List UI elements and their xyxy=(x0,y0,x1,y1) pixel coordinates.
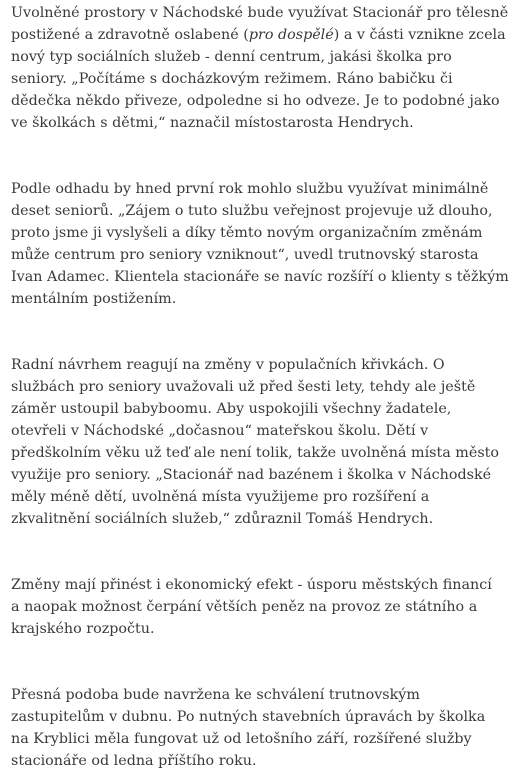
p4-line-2: a naopak možnost čerpání větších peněz na provoz ze státního a xyxy=(11,599,478,615)
p1-line-3: nový typ sociálních služeb - denní centrum, jakási školka pro xyxy=(11,49,452,65)
p2-line-6: mentálním postižením. xyxy=(11,291,177,307)
p5-line-3: na Kryblici měla fungovat už od letošního září, rozšířené služby xyxy=(11,731,472,747)
p2-line-2: deset seniorů. „Zájem o tuto službu veřejnost projevuje už dlouho, xyxy=(11,203,493,219)
paragraph-3 xyxy=(11,354,517,530)
p1-line-6: ve školkách s dětmi,“ naznačil místostarosta Hendrych. xyxy=(11,115,414,131)
p2-line-4: může centrum pro seniory vzniknout“, uvedl trutnovský starosta xyxy=(11,247,479,263)
paragraph-1 xyxy=(11,2,517,134)
p1-line-4: seniory. „Počítáme s docházkovým režimem. Ráno babičku či xyxy=(11,71,453,87)
p1-line-2b: ) a v části vznikne zcela xyxy=(333,27,506,43)
p4-line-3: krajského rozpočtu. xyxy=(11,621,155,637)
p1-line-2a: postižené a zdravotně oslabené ( xyxy=(11,27,249,43)
p5-line-2: zastupitelům v dubnu. Po nutných stavebních úpravách by školka xyxy=(11,709,486,725)
p1-line-5: dědečka někdo přiveze, odpoledne si ho odveze. Je to podobné jako xyxy=(11,93,500,109)
p2-line-5: Ivan Adamec. Klientela stacionáře se navíc rozšíří o klienty s těžkým xyxy=(11,269,509,285)
p4-line-1: Změny mají přinést i ekonomický efekt - úsporu městských financí xyxy=(11,577,492,593)
p3-line-7: měly méně dětí, uvolněná místa využijeme pro rozšíření a xyxy=(11,489,430,505)
p5-line-4: stacionáře od ledna příštího roku. xyxy=(11,753,257,769)
p2-line-1: Podle odhadu by hned první rok mohlo službu využívat minimálně xyxy=(11,181,489,197)
paragraph-2 xyxy=(11,178,517,310)
p3-line-2: službách pro seniory uvažovali už před šesti lety, tehdy ale ještě xyxy=(11,379,476,395)
p3-line-8: zkvalitnění sociálních služeb,“ zdůraznil Tomáš Hendrych. xyxy=(11,511,434,527)
p1-italic-phrase: pro dospělé xyxy=(248,27,334,43)
p3-line-4: otevřeli v Náchodské „dočasnou“ mateřskou školu. Dětí v xyxy=(11,423,429,439)
paragraph-5 xyxy=(11,684,517,772)
p3-line-3: záměr ustoupil babyboomu. Aby uspokojili všechny žadatele, xyxy=(11,401,452,417)
paragraph-4 xyxy=(11,574,517,640)
article-body xyxy=(11,2,517,772)
p3-line-1: Radní návrhem reagují na změny v populačních křivkách. O xyxy=(11,357,445,373)
p3-line-5: předškolním věku už teď ale není tolik, takže uvolněná místa město xyxy=(11,445,500,461)
p1-line-1: Uvolněné prostory v Náchodské bude využívat Stacionář pro tělesně xyxy=(11,5,509,21)
p3-line-6: využije pro seniory. „Stacionář nad bazénem i školka v Náchodské xyxy=(11,467,492,483)
p5-line-1: Přesná podoba bude navržena ke schválení trutnovským xyxy=(11,687,420,703)
p2-line-3: proto jsme ji vyslyšeli a díky těmto novým organizačním změnám xyxy=(11,225,483,241)
